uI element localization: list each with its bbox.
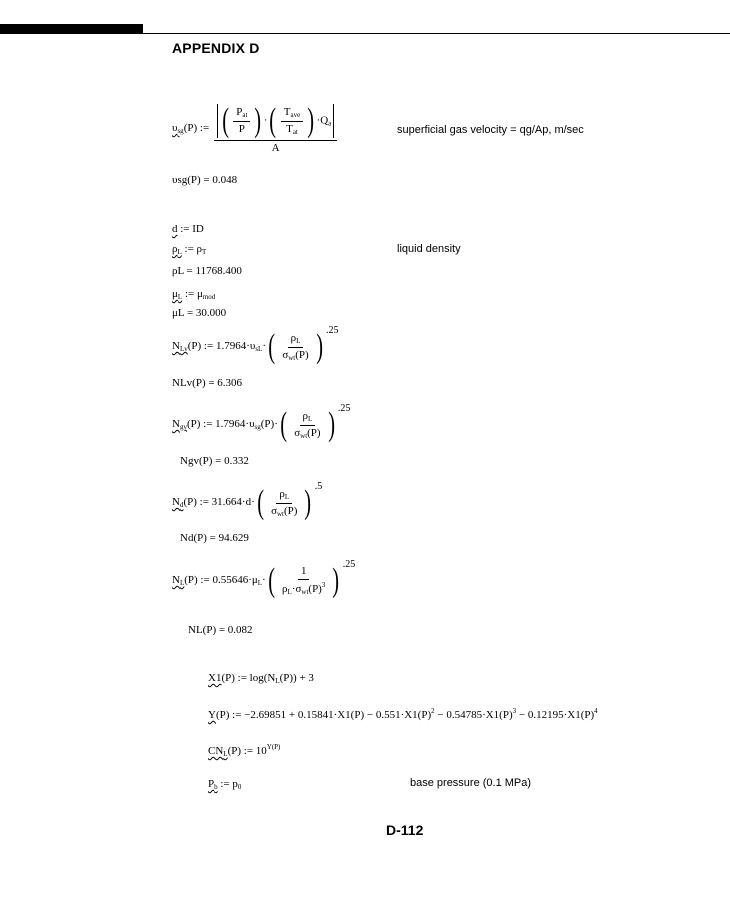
eq-Ngv-definition: $N_{gv}(P)$ := $1.7964\cdot\upsilon_{sg}(P)\cdot$ ( $\frac{\rho_L}{\sigma_{wt}(P)}$ ) .25 bbox=[172, 403, 351, 443]
eq-NLv-definition: $N_{Lv}(P)$ := $1.7964\cdot\upsilon_{sL}\cdot$ ( $\frac{\rho_L}{\sigma_{wt}(P)}$ ) .25 bbox=[172, 325, 339, 365]
page-number: D-112 bbox=[386, 822, 424, 838]
eq-CNL-definition: $CN_L(P)$ := $10^{Y(P)}$ bbox=[208, 743, 281, 758]
eq-muL-definition: $\mu_L$ := $\mu_{mod}$ bbox=[172, 288, 216, 301]
header-bar bbox=[0, 24, 143, 34]
result-muL: μL = 30.000 bbox=[172, 307, 227, 319]
result-rhoL: ρL = 11768.400 bbox=[172, 265, 242, 277]
result-Ngv: Ngv(P) = 0.332 bbox=[180, 455, 249, 467]
result-NL: NL(P) = 0.082 bbox=[188, 624, 253, 636]
eq-Pb-definition: $P_b$ := $p_0$ bbox=[208, 778, 242, 791]
result-NLv: NLv(P) = 6.306 bbox=[172, 377, 243, 389]
eq-rhoL-definition: $\rho_L$ := $\rho_T$ bbox=[172, 243, 207, 256]
result-vsg: υsg(P) = 0.048 bbox=[172, 174, 238, 186]
eq-Y-definition: Y(P) := $-2.69851 + 0.15841\cdot X1(P) - 0.551\cdot X1(P)^2 - 0.54785\cdot X1(P)^3 - 0.12195\cdot X1(P)^4$ bbox=[208, 707, 598, 721]
note-liquid-density: liquid density bbox=[397, 243, 461, 255]
eq-X1-definition: X1(P) := $\log(N_L(P)) + 3$ bbox=[208, 672, 314, 685]
header-rule bbox=[143, 33, 730, 34]
appendix-title: APPENDIX D bbox=[172, 40, 260, 56]
eq-NL-definition: $N_L(P)$ := $0.55646\cdot\mu_L\cdot$ ( $\frac{1}{\rho_L\cdot\sigma_{wt}(P)^3}$ ) .25 bbox=[172, 559, 356, 599]
eq-Nd-definition: $N_d(P)$ := 31.664·d· ( $\frac{\rho_L}{\sigma_{wt}(P)}$ ) .5 bbox=[172, 481, 323, 521]
eq-d-definition: d := ID bbox=[172, 223, 204, 235]
result-Nd: Nd(P) = 94.629 bbox=[180, 532, 249, 544]
note-gas-velocity: superficial gas velocity = qg/Ap, m/sec bbox=[397, 124, 584, 136]
note-base-pressure: base pressure (0.1 MPa) bbox=[410, 777, 532, 789]
eq-vsg-definition: $\upsilon_{sg}(P)$ := ( $\frac{P_{at}}{P}$ ) · ( $\frac{T_{ave}}{T_{at}}$ ) $\cdot Q_a$ A bbox=[172, 104, 339, 154]
